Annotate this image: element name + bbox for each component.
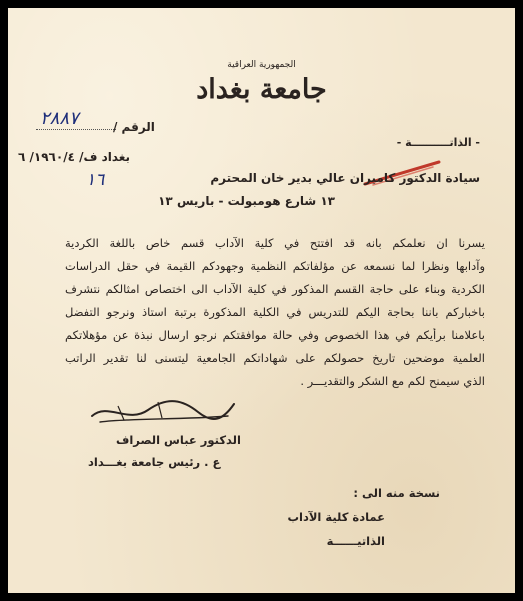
body-line-3: الكردية وبناء على حاجة القسم المذكور في كلية الآداب الى اختصاص امثالكم نتشرف	[65, 282, 485, 296]
body-line-2: وآدابها ونظرا لما نسمعه عن مؤلفاتكم النظمية وجهودكم القيمة في حقل الدراسات	[65, 259, 485, 273]
body-line-5: باعلامنا برأيكم في هذا الخصوص وفي حالة موافقتكم نرجو ارسال نبذة عن مؤهلاتكم	[65, 328, 485, 342]
confidential-label: - الذاتــــــــــة -	[396, 136, 480, 149]
recipient-name: سيادة الدكتور كاميران عالي بدير خان المحترم	[210, 171, 480, 185]
letterhead-republic: الجمهورية العراقية	[227, 60, 296, 70]
letterhead-university: جامعة بغداد	[196, 74, 327, 105]
copy-to-item-1: عمادة كلية الآداب	[287, 510, 385, 524]
signatory-name: الدكتور عباس الصراف	[116, 433, 241, 447]
letter-page	[8, 8, 515, 593]
copy-to-heading: نسخة منه الى :	[353, 486, 440, 500]
number-dotted-line	[36, 129, 116, 130]
recipient-address: ١٣ شارع هومبولت - باريس ١٣	[158, 194, 335, 208]
body-line-6: العلمية موضحين تاريخ حصولكم على شهاداتكم الجامعية ليتسنى لنا تقدير الراتب	[65, 351, 485, 365]
margin-handwritten-number: ١٦	[86, 170, 105, 190]
handwritten-signature	[88, 396, 238, 430]
body-line-1: يسرنا ان نعلمكم بانه قد افتتح في كلية الآداب قسم خاص باللغة الكردية	[65, 236, 485, 250]
body-line-7: الذي سيمنح لكم مع الشكر والتقديـــر .	[300, 374, 485, 388]
number-value: ٢٨٨٧	[40, 108, 79, 129]
signatory-title: ع . رئيس جامعة بغـــداد	[88, 455, 221, 469]
copy-to-item-2: الذاتيــــــة	[326, 534, 385, 548]
number-label: الرقم /	[113, 120, 155, 134]
place-date: بغداد ف/ ١٩٦٠/٤/ ٦	[18, 150, 131, 164]
body-line-4: باخباركم باننا بحاجة اليكم للتدريس في الكلية المذكورة برتبة استاذ ونرجو التفضل	[65, 305, 485, 319]
